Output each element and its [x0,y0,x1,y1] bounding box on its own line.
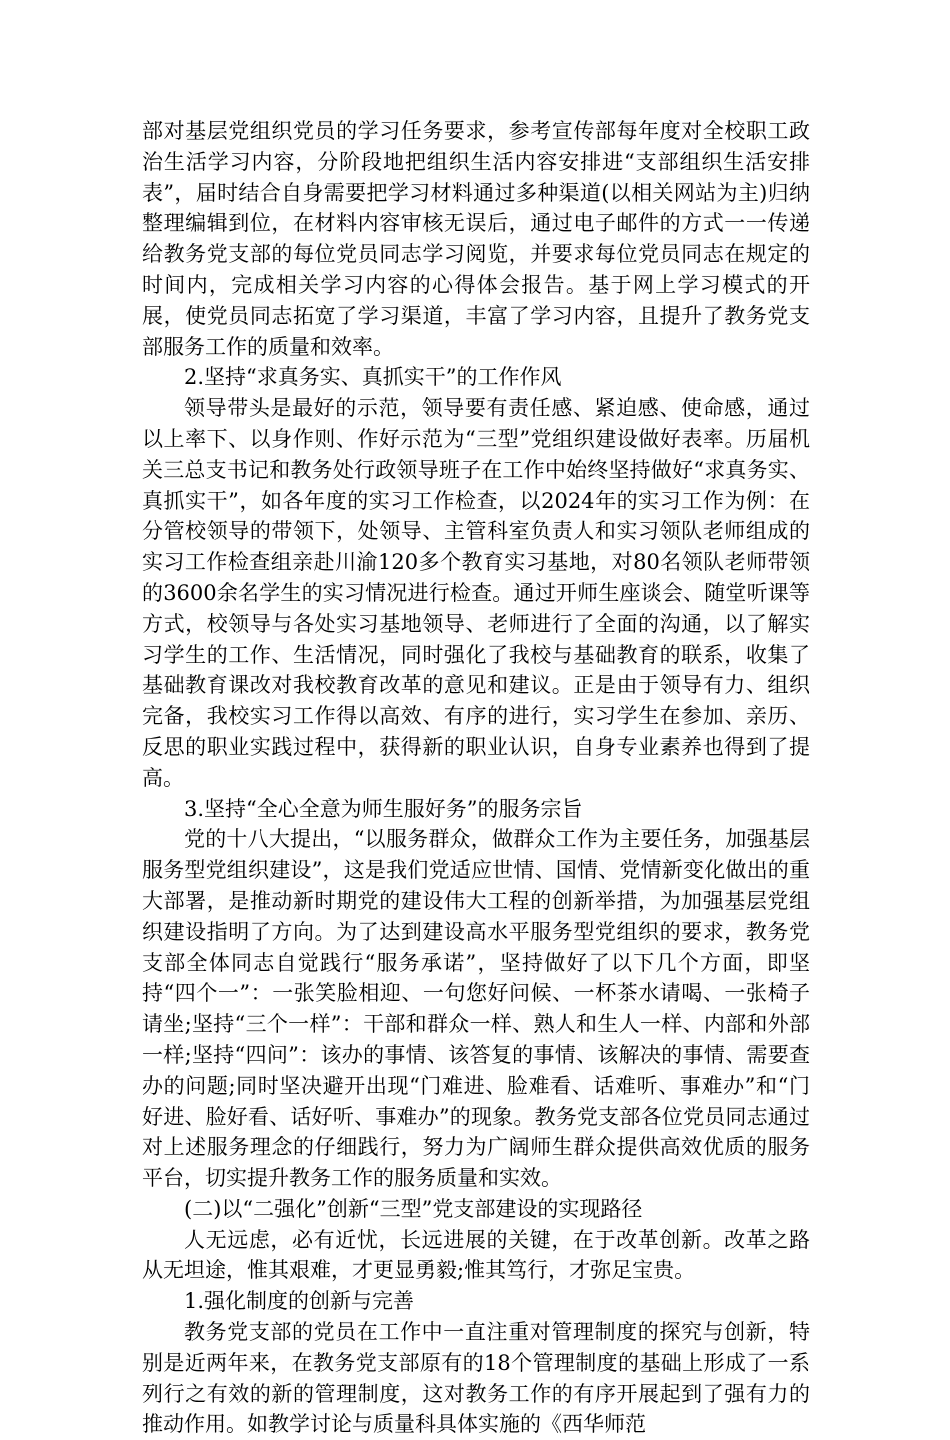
section-heading-3: 3.坚持“全心全意为师生服好务”的服务宗旨 [184,796,583,821]
section-heading-2: 2.坚持“求真务实、真抓实干”的工作作风 [184,365,562,390]
paragraph-service: 党的十八大提出，“以服务群众，做群众工作为主要任务，加强基层服务型党组织建设”，这是我们党适应世情、国情、党情新变化做出的重大部署，是推动新时期党的建设伟大工程的创新举措，为加强基层党组织建设指明了方向。为了达到建设高水平服务型党组织的要求，教务党支部全体同志自觉践行“服务承诺”，坚持做好了以下几个方面，即坚持“四个一”：一张笑脸相迎、一句您好问候、一杯茶水请喝、一张椅子请坐;坚持“三个一样”：干部和群众一样、熟人和生人一样、内部和外部一样;坚持“四问”：该办的事情、该答复的事情、该解决的事情、需要查办的问题;同时坚决避开出现“门难进、脸难看、话难听、事难办”和“门好进、脸好看、话好听、事难办”的现象。教务党支部各位党员同志通过对上述服务理念的仔细践行，努力为广阔师生群众提供高效优质的服务平台，切实提升教务工作的服务质量和实效。 [142,827,810,1191]
paragraph-continued: 部对基层党组织党员的学习任务要求，参考宣传部每年度对全校职工政治生活学习内容，分阶段地把组织生活内容安排进“支部组织生活安排表”，届时结合自身需要把学习材料通过多种渠道(以相关网站为主)归纳整理编辑到位，在材料内容审核无误后，通过电子邮件的方式一一传递给教务党支部的每位党员同志学习阅览，并要求每位党员同志在规定的时间内，完成相关学习内容的心得体会报告。基于网上学习模式的开展，使党员同志拓宽了学习渠道，丰富了学习内容，且提升了教务党支部服务工作的质量和效率。 [142,119,810,359]
paragraph-leadership: 领导带头是最好的示范，领导要有责任感、紧迫感、使命感，通过以上率下、以身作则、作好示范为“三型”党组织建设做好表率。历届机关三总支书记和教务处行政领导班子在工作中始终坚持做好“求真务实、真抓实干”，如各年度的实习工作检查，以2024年的实习工作为例：在分管校领导的带领下，处领导、主管科室负责人和实习领队老师组成的实习工作检查组亲赴川渝120多个教育实习基地，对80名领队老师带领的3600余名学生的实习情况进行检查。通过开师生座谈会、随堂听课等方式，校领导与各处实习基地领导、老师进行了全面的沟通，以了解实习学生的工作、生活情况，同时强化了我校与基础教育的联系，收集了基础教育课改对我校教育改革的意见和建议。正是由于领导有力、组织完备，我校实习工作得以高效、有序的进行，实习学生在参加、亲历、反思的职业实践过程中，获得新的职业认识，自身专业素养也得到了提高。 [142,396,810,790]
section-heading-part-2: (二)以“二强化”创新“三型”党支部建设的实现路径 [184,1196,643,1221]
paragraph-reform: 人无远虑，必有近忧，长远进展的关键，在于改革创新。改革之路从无坦途，惟其艰难，才更显勇毅;惟其笃行，才弥足宝贵。 [142,1227,810,1283]
document-page [142,116,810,1440]
section-heading-1: 1.强化制度的创新与完善 [184,1289,415,1314]
paragraph-system: 教务党支部的党员在工作中一直注重对管理制度的探究与创新，特别是近两年来，在教务党支部原有的18个管理制度的基础上形成了一系列行之有效的新的管理制度，这对教务工作的有序开展起到了强有力的推动作用。如教学讨论与质量科具体实施的《西华师范 [142,1320,810,1437]
